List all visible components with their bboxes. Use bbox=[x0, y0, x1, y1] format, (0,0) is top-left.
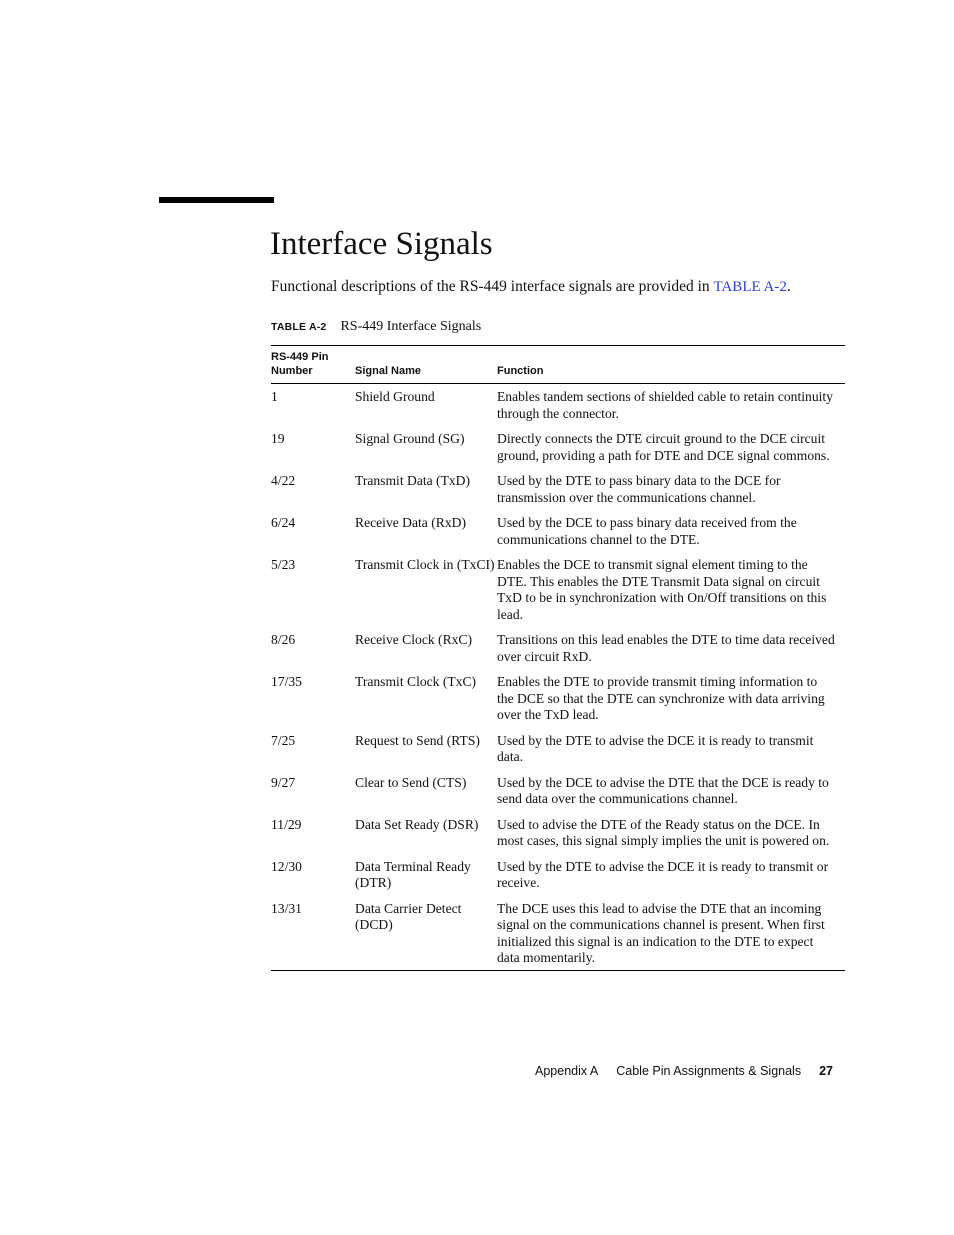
header-signal-name: Signal Name bbox=[355, 365, 422, 377]
table-header-row bbox=[271, 346, 845, 384]
table-caption-label: TABLE A-2 bbox=[271, 321, 327, 333]
cell-function: Enables the DTE to provide transmit timing information to the DCE so that the DTE can synchronize with data arriving over the TxD lead. bbox=[497, 674, 825, 722]
table-row bbox=[271, 733, 845, 775]
signals-table-container bbox=[271, 345, 845, 971]
cell-pin-number: 1 bbox=[271, 389, 278, 404]
table-row bbox=[271, 473, 845, 515]
cell-pin-number: 19 bbox=[271, 431, 285, 446]
footer-appendix: Appendix A bbox=[535, 1064, 599, 1078]
cell-function: Enables tandem sections of shielded cable to retain continuity through the connector. bbox=[497, 389, 833, 421]
table-row bbox=[271, 859, 845, 901]
cell-signal-name: Receive Data (RxD) bbox=[355, 515, 466, 530]
cell-signal-name: Data Carrier Detect (DCD) bbox=[355, 900, 462, 932]
cell-signal-name: Shield Ground bbox=[355, 389, 435, 404]
cell-function: Enables the DCE to transmit signal element timing to the DTE. This enables the DTE Transmit Data signal on circuit TxD to be in synchronization with On/Off transitions on this lead. bbox=[497, 557, 827, 622]
cell-function: Directly connects the DTE circuit ground to the DCE circuit ground, providing a path for DTE and DCE signal commons. bbox=[497, 431, 830, 463]
header-function: Function bbox=[497, 365, 544, 377]
cell-signal-name: Request to Send (RTS) bbox=[355, 732, 480, 748]
cell-pin-number: 9/27 bbox=[271, 774, 296, 790]
table-header bbox=[271, 346, 845, 384]
cell-pin-number: 12/30 bbox=[271, 858, 302, 874]
chapter-rule-bar bbox=[159, 197, 274, 203]
signals-table bbox=[271, 345, 845, 971]
intro-text-end: . bbox=[786, 278, 791, 295]
intro-text: Functional descriptions of the RS-449 interface signals are provided in bbox=[271, 278, 714, 295]
cell-signal-name: Signal Ground (SG) bbox=[355, 431, 465, 446]
cell-signal-name: Data Terminal Ready (DTR) bbox=[355, 858, 471, 890]
table-body bbox=[271, 384, 845, 971]
cell-function: Used to advise the DTE of the Ready status on the DCE. In most cases, this signal simply implies the unit is powered on. bbox=[497, 816, 830, 848]
table-row bbox=[271, 775, 845, 817]
cell-pin-number: 6/24 bbox=[271, 515, 296, 530]
cell-signal-name: Clear to Send (CTS) bbox=[355, 774, 467, 790]
cell-signal-name: Transmit Data (TxD) bbox=[355, 473, 471, 488]
table-row bbox=[271, 557, 845, 632]
cell-function: Used by the DCE to pass binary data received from the communications channel to the DTE. bbox=[497, 515, 797, 547]
table-cross-reference-link[interactable]: TABLE A-2 bbox=[713, 279, 787, 295]
cell-pin-number: 4/22 bbox=[271, 473, 296, 488]
cell-function: Used by the DTE to advise the DCE it is ready to transmit data. bbox=[497, 732, 814, 764]
cell-function: Used by the DCE to advise the DTE that the DCE is ready to send data over the communications channel. bbox=[497, 774, 829, 806]
cell-function: Transitions on this lead enables the DTE to time data received over circuit RxD. bbox=[497, 632, 835, 664]
cell-signal-name: Transmit Clock in (TxCI) bbox=[355, 557, 495, 572]
table-row bbox=[271, 674, 845, 733]
cell-function: Used by the DTE to pass binary data to the DCE for transmission over the communications channel. bbox=[497, 473, 781, 505]
cell-pin-number: 8/26 bbox=[271, 632, 296, 647]
page-footer bbox=[535, 1063, 833, 1079]
cell-pin-number: 17/35 bbox=[271, 674, 302, 689]
cell-signal-name: Receive Clock (RxC) bbox=[355, 632, 473, 647]
table-row bbox=[271, 632, 845, 674]
table-row bbox=[271, 901, 845, 971]
header-pin-number: RS-449 Pin Number bbox=[271, 351, 329, 377]
cell-signal-name: Transmit Clock (TxC) bbox=[355, 674, 477, 689]
page-title: Interface Signals bbox=[270, 226, 493, 262]
table-caption bbox=[271, 317, 481, 337]
table-row bbox=[271, 515, 845, 557]
cell-pin-number: 13/31 bbox=[271, 900, 302, 916]
cell-signal-name: Data Set Ready (DSR) bbox=[355, 816, 479, 832]
cell-pin-number: 5/23 bbox=[271, 557, 296, 572]
cell-function: Used by the DTE to advise the DCE it is ready to transmit or receive. bbox=[497, 858, 829, 890]
cell-pin-number: 7/25 bbox=[271, 732, 296, 748]
cell-pin-number: 11/29 bbox=[271, 816, 302, 832]
table-row bbox=[271, 384, 845, 432]
table-row bbox=[271, 817, 845, 859]
footer-section-title: Cable Pin Assignments & Signals bbox=[616, 1064, 802, 1078]
intro-paragraph bbox=[271, 276, 851, 298]
table-caption-title: RS-449 Interface Signals bbox=[340, 319, 482, 334]
table-row bbox=[271, 431, 845, 473]
cell-function: The DCE uses this lead to advise the DTE that an incoming signal on the communications channel is present. When first initialized this signal is an indication to the DTE to expect data momentarily. bbox=[497, 900, 825, 965]
page-number: 27 bbox=[819, 1064, 833, 1078]
